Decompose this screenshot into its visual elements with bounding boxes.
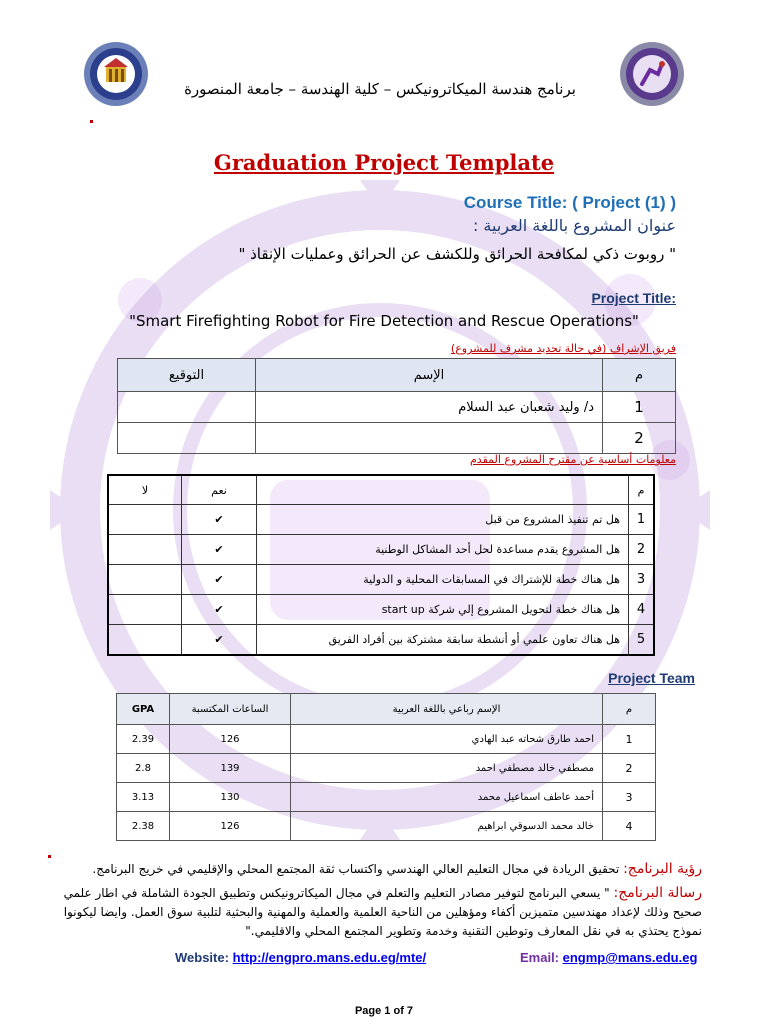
- yes-check: ✔: [182, 595, 257, 625]
- col-yes-header: نعم: [182, 475, 257, 505]
- row-number: 2: [603, 754, 656, 783]
- question-text: هل المشروع يقدم مساعدة لحل أحد المشاكل الوطنية: [257, 535, 629, 565]
- basic-info-label: معلومات أساسية عن مقترح المشروع المقدم: [470, 453, 676, 466]
- yes-check: ✔: [182, 565, 257, 595]
- yes-check: ✔: [182, 505, 257, 535]
- vision-text: تحقيق الريادة في مجال التعليم العالي الهندسي واكتساب ثقة المجتمع المحلي والإقليمي في خريج البرنامج.: [92, 862, 620, 876]
- no-cell: [108, 535, 182, 565]
- program-mission: [42, 884, 702, 941]
- project-title: "Smart Firefighting Robot for Fire Detection and Rescue Operations": [129, 312, 639, 330]
- website-label: Website:: [175, 950, 229, 965]
- program-vision: [42, 860, 702, 879]
- yes-check: ✔: [182, 625, 257, 656]
- col-gpa-header: GPA: [117, 694, 170, 725]
- project-team-label: Project Team: [608, 670, 695, 686]
- question-text: هل تم تنفيذ المشروع من قبل: [257, 505, 629, 535]
- member-name: خالد محمد الدسوقي ابراهيم: [291, 812, 603, 841]
- col-name-header: الإسم رباعي باللغة العربية: [291, 694, 603, 725]
- row-number: 3: [603, 783, 656, 812]
- table-row: [108, 505, 654, 535]
- col-signature-header: التوقيع: [118, 359, 256, 392]
- table-row: [118, 423, 676, 454]
- signature-cell: [118, 392, 256, 423]
- page-number: Page 1 of 7: [354, 1005, 414, 1017]
- signature-cell: [118, 423, 256, 454]
- mission-label: رسالة البرنامج:: [613, 885, 702, 901]
- col-no-header: لا: [108, 475, 182, 505]
- course-title: Course Title: ( Project (1) ): [463, 193, 676, 212]
- table-row: [108, 565, 654, 595]
- email-link[interactable]: engmp@mans.edu.eg: [562, 950, 698, 965]
- website-link[interactable]: http://engpro.mans.edu.eg/mte/: [232, 950, 427, 965]
- gpa-cell: 3.13: [117, 783, 170, 812]
- supervisor-name: د/ وليد شعبان عبد السلام: [256, 392, 603, 423]
- supervision-label: فريق الإشراف (في حالة تحديد مشرف للمشروع): [450, 342, 676, 355]
- supervision-table: [117, 358, 676, 454]
- document-title: Graduation Project Template: [213, 150, 555, 175]
- no-cell: [108, 505, 182, 535]
- email-label: Email:: [520, 950, 560, 965]
- university-logo: [82, 40, 150, 108]
- header-program-line: برنامج هندسة الميكاترونيكس – كلية الهندسة – جامعة المنصورة: [184, 80, 576, 98]
- mechatronics-program-logo: [618, 40, 686, 108]
- question-text: هل هناك خطة للإشتراك في المسابقات المحلية و الدولية: [257, 565, 629, 595]
- row-number: 2: [629, 535, 655, 565]
- website-block: [175, 950, 426, 965]
- vision-label: رؤية البرنامج:: [623, 861, 702, 877]
- gpa-cell: 2.38: [117, 812, 170, 841]
- no-cell: [108, 625, 182, 656]
- col-num-header: م: [629, 475, 655, 505]
- project-team-table: [116, 693, 656, 841]
- table-row: [117, 725, 656, 754]
- red-marker: [90, 120, 93, 123]
- arabic-project-title: " روبوت ذكي لمكافحة الحرائق وللكشف عن الحرائق وعمليات الإنقاذ ": [238, 245, 676, 263]
- arabic-title-label: عنوان المشروع باللغة العربية :: [472, 216, 676, 235]
- yes-check: ✔: [182, 535, 257, 565]
- gpa-cell: 2.39: [117, 725, 170, 754]
- hours-cell: 139: [170, 754, 291, 783]
- row-number: 4: [629, 595, 655, 625]
- question-text: هل هناك تعاون علمي أو أنشطة سابقة مشتركة بين أفراد الفريق: [257, 625, 629, 656]
- email-block: [520, 950, 697, 965]
- gpa-cell: 2.8: [117, 754, 170, 783]
- row-number: 1: [603, 392, 676, 423]
- row-number: 4: [603, 812, 656, 841]
- table-row: [117, 783, 656, 812]
- mission-text: " يسعي البرنامج لتوفير مصادر التعليم والتعلم في مجال الميكاترونيكس وتطبيق الجودة الشاملة في اطار علمي صحيح وذلك لإعداد مهندسين متميزين أكفاء ومؤهلين من الناحية العلمية والعملية والمهنية والبحثية لتلبية سوق العمل. وايضا ليكونوا نموذج يحتذي به في نقل المعارف وتوطين التقنية وخدمة وتطوير المجتمع المحلي والاقليمي.": [63, 886, 702, 938]
- col-num-header: م: [603, 694, 656, 725]
- col-name-header: الإسم: [256, 359, 603, 392]
- row-number: 3: [629, 565, 655, 595]
- question-text: هل هناك خطة لتحويل المشروع إلي شركة start up: [257, 595, 629, 625]
- row-number: 1: [629, 505, 655, 535]
- project-title-label: Project Title:: [591, 290, 676, 306]
- col-question-header: [257, 475, 629, 505]
- member-name: احمد طارق شحاته عبد الهادي: [291, 725, 603, 754]
- member-name: مصطفي خالد مصطفي احمد: [291, 754, 603, 783]
- supervisor-name: [256, 423, 603, 454]
- col-hours-header: الساعات المكتسبة: [170, 694, 291, 725]
- table-row: [117, 754, 656, 783]
- hours-cell: 126: [170, 812, 291, 841]
- member-name: أحمد عاطف اسماعيل محمد: [291, 783, 603, 812]
- col-num-header: م: [603, 359, 676, 392]
- hours-cell: 130: [170, 783, 291, 812]
- table-row: [108, 595, 654, 625]
- basic-info-table: [107, 474, 655, 656]
- red-marker: [48, 855, 51, 858]
- row-number: 2: [603, 423, 676, 454]
- row-number: 1: [603, 725, 656, 754]
- table-row: [117, 812, 656, 841]
- table-row: [118, 392, 676, 423]
- row-number: 5: [629, 625, 655, 656]
- table-row: [108, 625, 654, 656]
- no-cell: [108, 565, 182, 595]
- no-cell: [108, 595, 182, 625]
- table-row: [108, 535, 654, 565]
- hours-cell: 126: [170, 725, 291, 754]
